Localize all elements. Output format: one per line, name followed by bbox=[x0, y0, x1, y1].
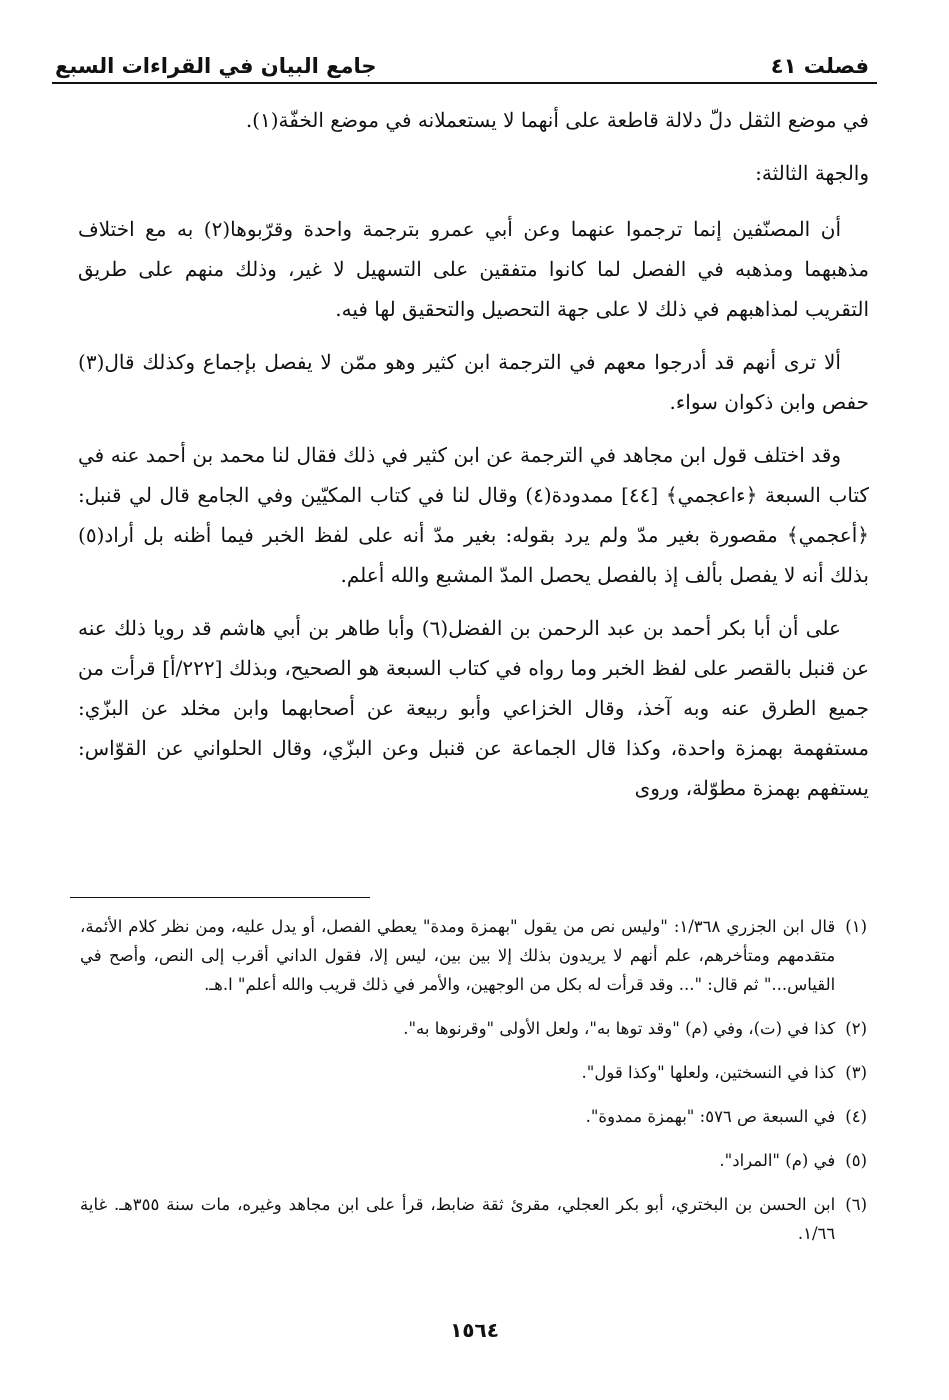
footnote bbox=[80, 1146, 867, 1175]
footnotes bbox=[80, 912, 867, 1263]
chapter-label: فصلت ٤١ bbox=[770, 54, 869, 78]
header-divider bbox=[52, 82, 877, 84]
paragraph: ألا ترى أنهم قد أدرجوا معهم في الترجمة ابن كثير وهو ممّن لا يفصل بإجماع وكذلك قال(٣) حفص وابن ذكوان سواء. bbox=[78, 350, 869, 414]
footnote-text: قال ابن الجزري ١/٣٦٨: "وليس نص من يقول "بهمزة ومدة" يعطي الفصل، أو يدل عليه، ومن نظر كلام الأئمة، متقدمهم ومتأخرهم، علم أنهم لا يريدون بذلك إلا بين بين، ليس إلا، فقول الداني أقرب إلى النص، وأصح في القياس..." ثم قال: "... وقد قرأت له بكل من الوجهين، والأمر في ذلك قريب والله أعلم" ا.هـ. bbox=[80, 917, 836, 994]
footnote-text: كذا في النسختين، ولعلها "وكذا قول". bbox=[581, 1063, 836, 1082]
footnote-text: في (م) "المراد". bbox=[719, 1151, 836, 1170]
footnote bbox=[80, 1058, 867, 1087]
footnote-text: ابن الحسن بن البختري، أبو بكر العجلي، مقرئ ثقة ضابط، قرأ على ابن مجاهد وغيره، مات سنة ٣٥٥هـ. غاية ١/٦٦. bbox=[80, 1195, 836, 1243]
footnote-text: في السبعة ص ٥٧٦: "بهمزة ممدوة". bbox=[585, 1107, 836, 1126]
footnote bbox=[80, 1102, 867, 1131]
running-header bbox=[55, 38, 869, 78]
paragraph: على أن أبا بكر أحمد بن عبد الرحمن بن الفضل(٦) وأبا طاهر بن أبي هاشم قد رويا ذلك عنه عن قنبل بالقصر على لفظ الخبر وما رواه في كتاب السبعة هو الصحيح، وبذلك [٢٢٢/أ] قرأت من جميع الطرق عنه وبه آخذ، وقال الخزاعي وأبو ربيعة عن أصحابهما وابن مخلد عن البزّي: مستفهمة بهمزة واحدة، وكذا قال الجماعة عن قنبل وعن البزّي، وقال الحلواني عن القوّاس: يستفهم بهمزة مطوّلة، وروى bbox=[78, 616, 869, 800]
footnote-text: كذا في (ت)، وفي (م) "وقد توها به"، ولعل الأولى "وقرنوها به". bbox=[403, 1019, 836, 1038]
footnote-number: (٤) bbox=[845, 1107, 867, 1126]
footnote-number: (٣) bbox=[845, 1063, 867, 1082]
footnote-number: (٢) bbox=[845, 1019, 867, 1038]
paragraph: في موضع الثقل دلّ دلالة قاطعة على أنهما لا يستعملانه في موضع الخفّة(١). bbox=[245, 108, 869, 132]
main-text bbox=[78, 100, 869, 821]
footnote bbox=[80, 1190, 867, 1248]
footnote-divider bbox=[70, 897, 370, 898]
page-number: ١٥٦٤ bbox=[450, 1318, 499, 1342]
footnote-number: (١) bbox=[845, 917, 867, 936]
section-heading: والجهة الثالثة: bbox=[755, 161, 869, 185]
paragraph: وقد اختلف قول ابن مجاهد في الترجمة عن ابن كثير في ذلك فقال لنا محمد بن أحمد عنه في كتاب السبعة ﴿ءاعجمي﴾ [٤٤] ممدودة(٤) وقال لنا في كتاب المكيّين وفي الجامع قال لي قنبل: ﴿أعجمي﴾ مقصورة بغير مدّ ولم يرد بقوله: بغير مدّ أنه على لفظ الخبر فيما أظنه بل أراد(٥) بذلك أنه لا يفصل بألف إذ بالفصل يحصل المدّ المشبع والله أعلم. bbox=[78, 443, 869, 587]
paragraph: أن المصنّفين إنما ترجموا عنهما وعن أبي عمرو بترجمة واحدة وقرّبوها(٢) به مع اختلاف مذهبهما ومذهبه في الفصل لما كانوا متفقين على التسهيل لا غير، وذلك منهم على طريق التقريب لمذاهبهم في ذلك لا على جهة التحصيل والتحقيق لها فيه. bbox=[78, 217, 869, 321]
footnote bbox=[80, 912, 867, 999]
footnote-number: (٦) bbox=[845, 1195, 867, 1214]
footnote bbox=[80, 1014, 867, 1043]
footnote-number: (٥) bbox=[845, 1151, 867, 1170]
book-title: جامع البيان في القراءات السبع bbox=[55, 54, 377, 78]
